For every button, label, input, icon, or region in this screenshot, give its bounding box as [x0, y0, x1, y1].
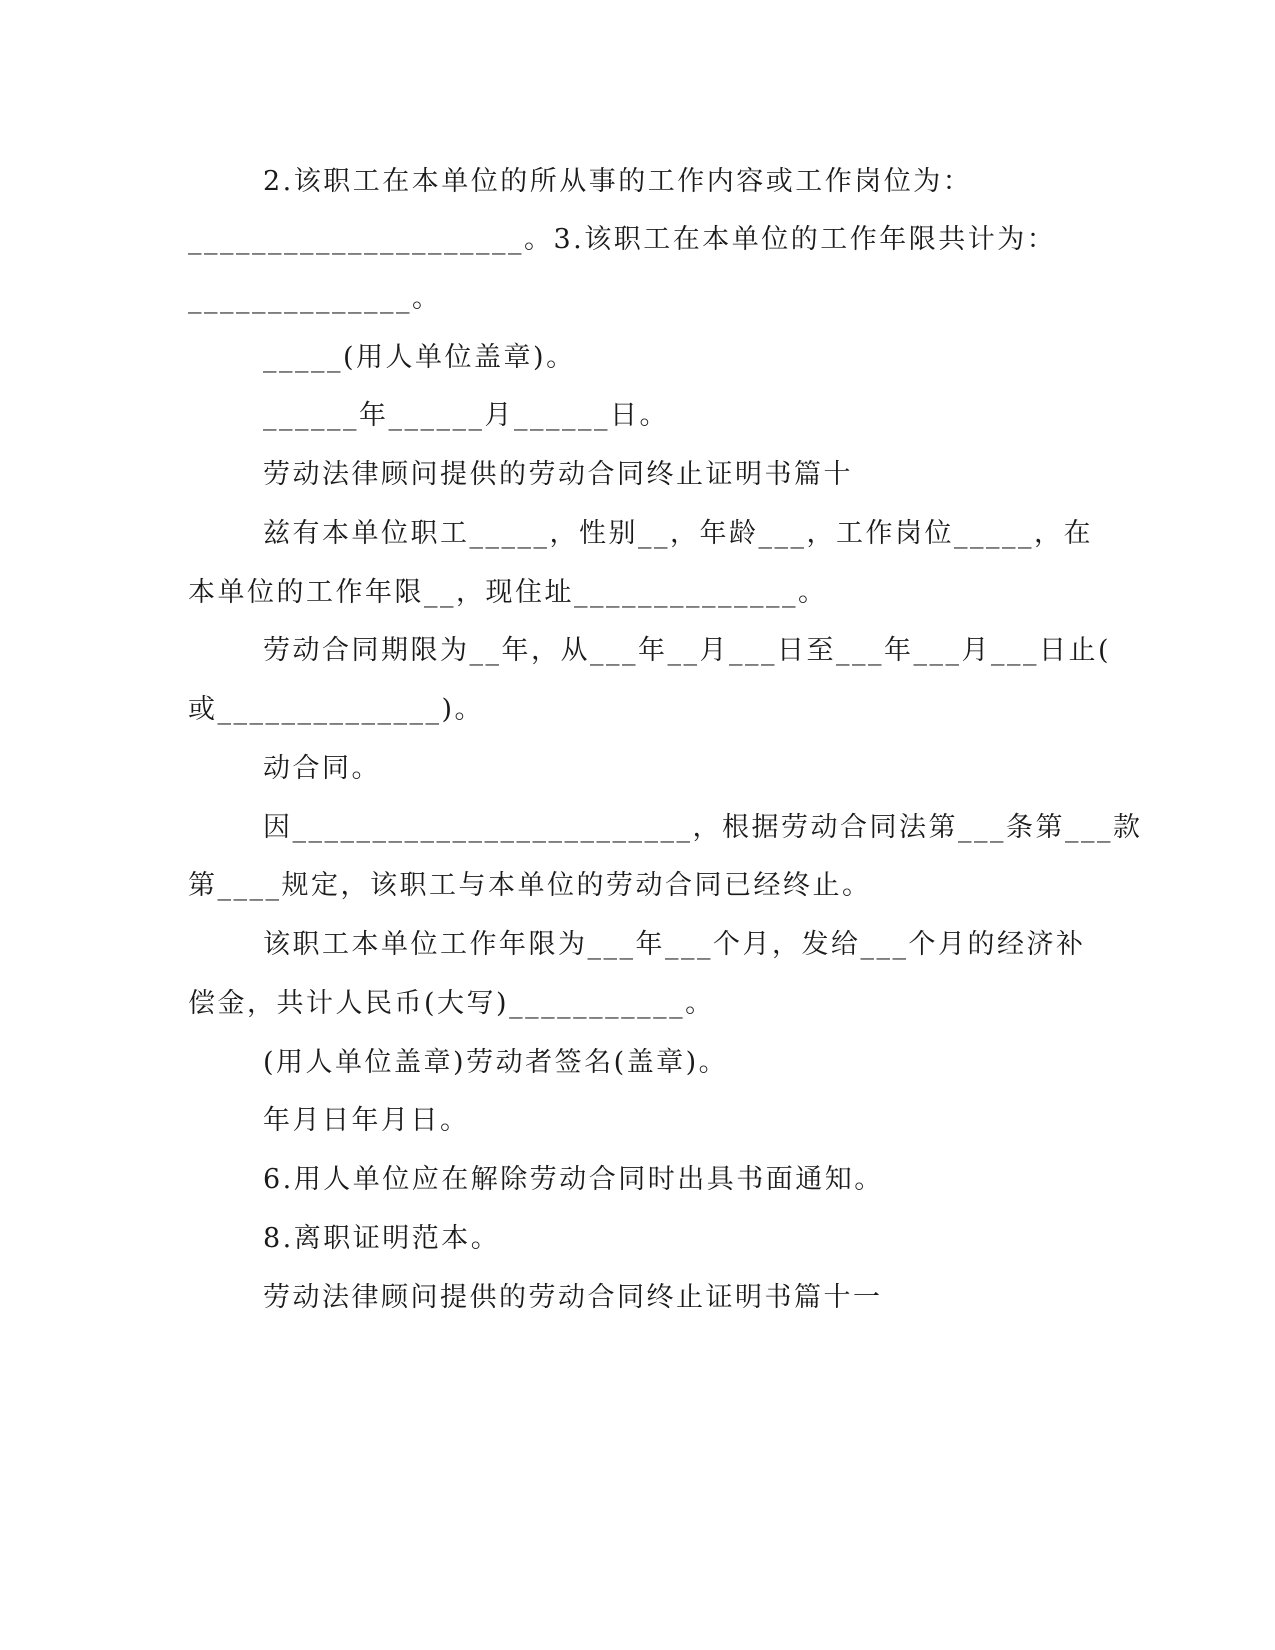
paragraph-line: ______________。 [188, 283, 442, 314]
paragraph-line: (用人单位盖章)劳动者签名(盖章)。 [263, 1047, 729, 1078]
paragraph-line: _____(用人单位盖章)。 [263, 342, 576, 373]
paragraph-line: 或______________)。 [188, 694, 485, 725]
paragraph-line: _____________________。3.该职工在本单位的工作年限共计为： [188, 224, 1057, 255]
section-heading: 劳动法律顾问提供的劳动合同终止证明书篇十一 [263, 1282, 883, 1313]
paragraph-line: 第____规定，该职工与本单位的劳动合同已经终止。 [188, 870, 872, 901]
paragraph-line: 动合同。 [263, 753, 381, 784]
section-heading: 劳动法律顾问提供的劳动合同终止证明书篇十 [263, 459, 853, 490]
paragraph-line: 该职工本单位工作年限为___年___个月，发给___个月的经济补 [263, 929, 1086, 960]
paragraph-line: 兹有本单位职工_____，性别__，年龄___，工作岗位_____，在 [263, 518, 1093, 549]
paragraph-line: 6.用人单位应在解除劳动合同时出具书面通知。 [263, 1164, 884, 1195]
paragraph-line: 年月日年月日。 [263, 1105, 470, 1136]
paragraph-line: 2.该职工在本单位的所从事的工作内容或工作岗位为： [263, 166, 973, 197]
paragraph-line: ______年______月______日。 [263, 400, 669, 431]
paragraph-line: 本单位的工作年限__，现住址______________。 [188, 577, 828, 608]
paragraph-line: 偿金，共计人民币(大写)___________。 [188, 988, 715, 1019]
paragraph-line: 因_________________________，根据劳动合同法第___条第___款 [263, 812, 1143, 843]
paragraph-line: 8.离职证明范本。 [263, 1223, 501, 1254]
paragraph-line: 劳动合同期限为__年，从___年__月___日至___年___月___日止( [263, 635, 1112, 666]
